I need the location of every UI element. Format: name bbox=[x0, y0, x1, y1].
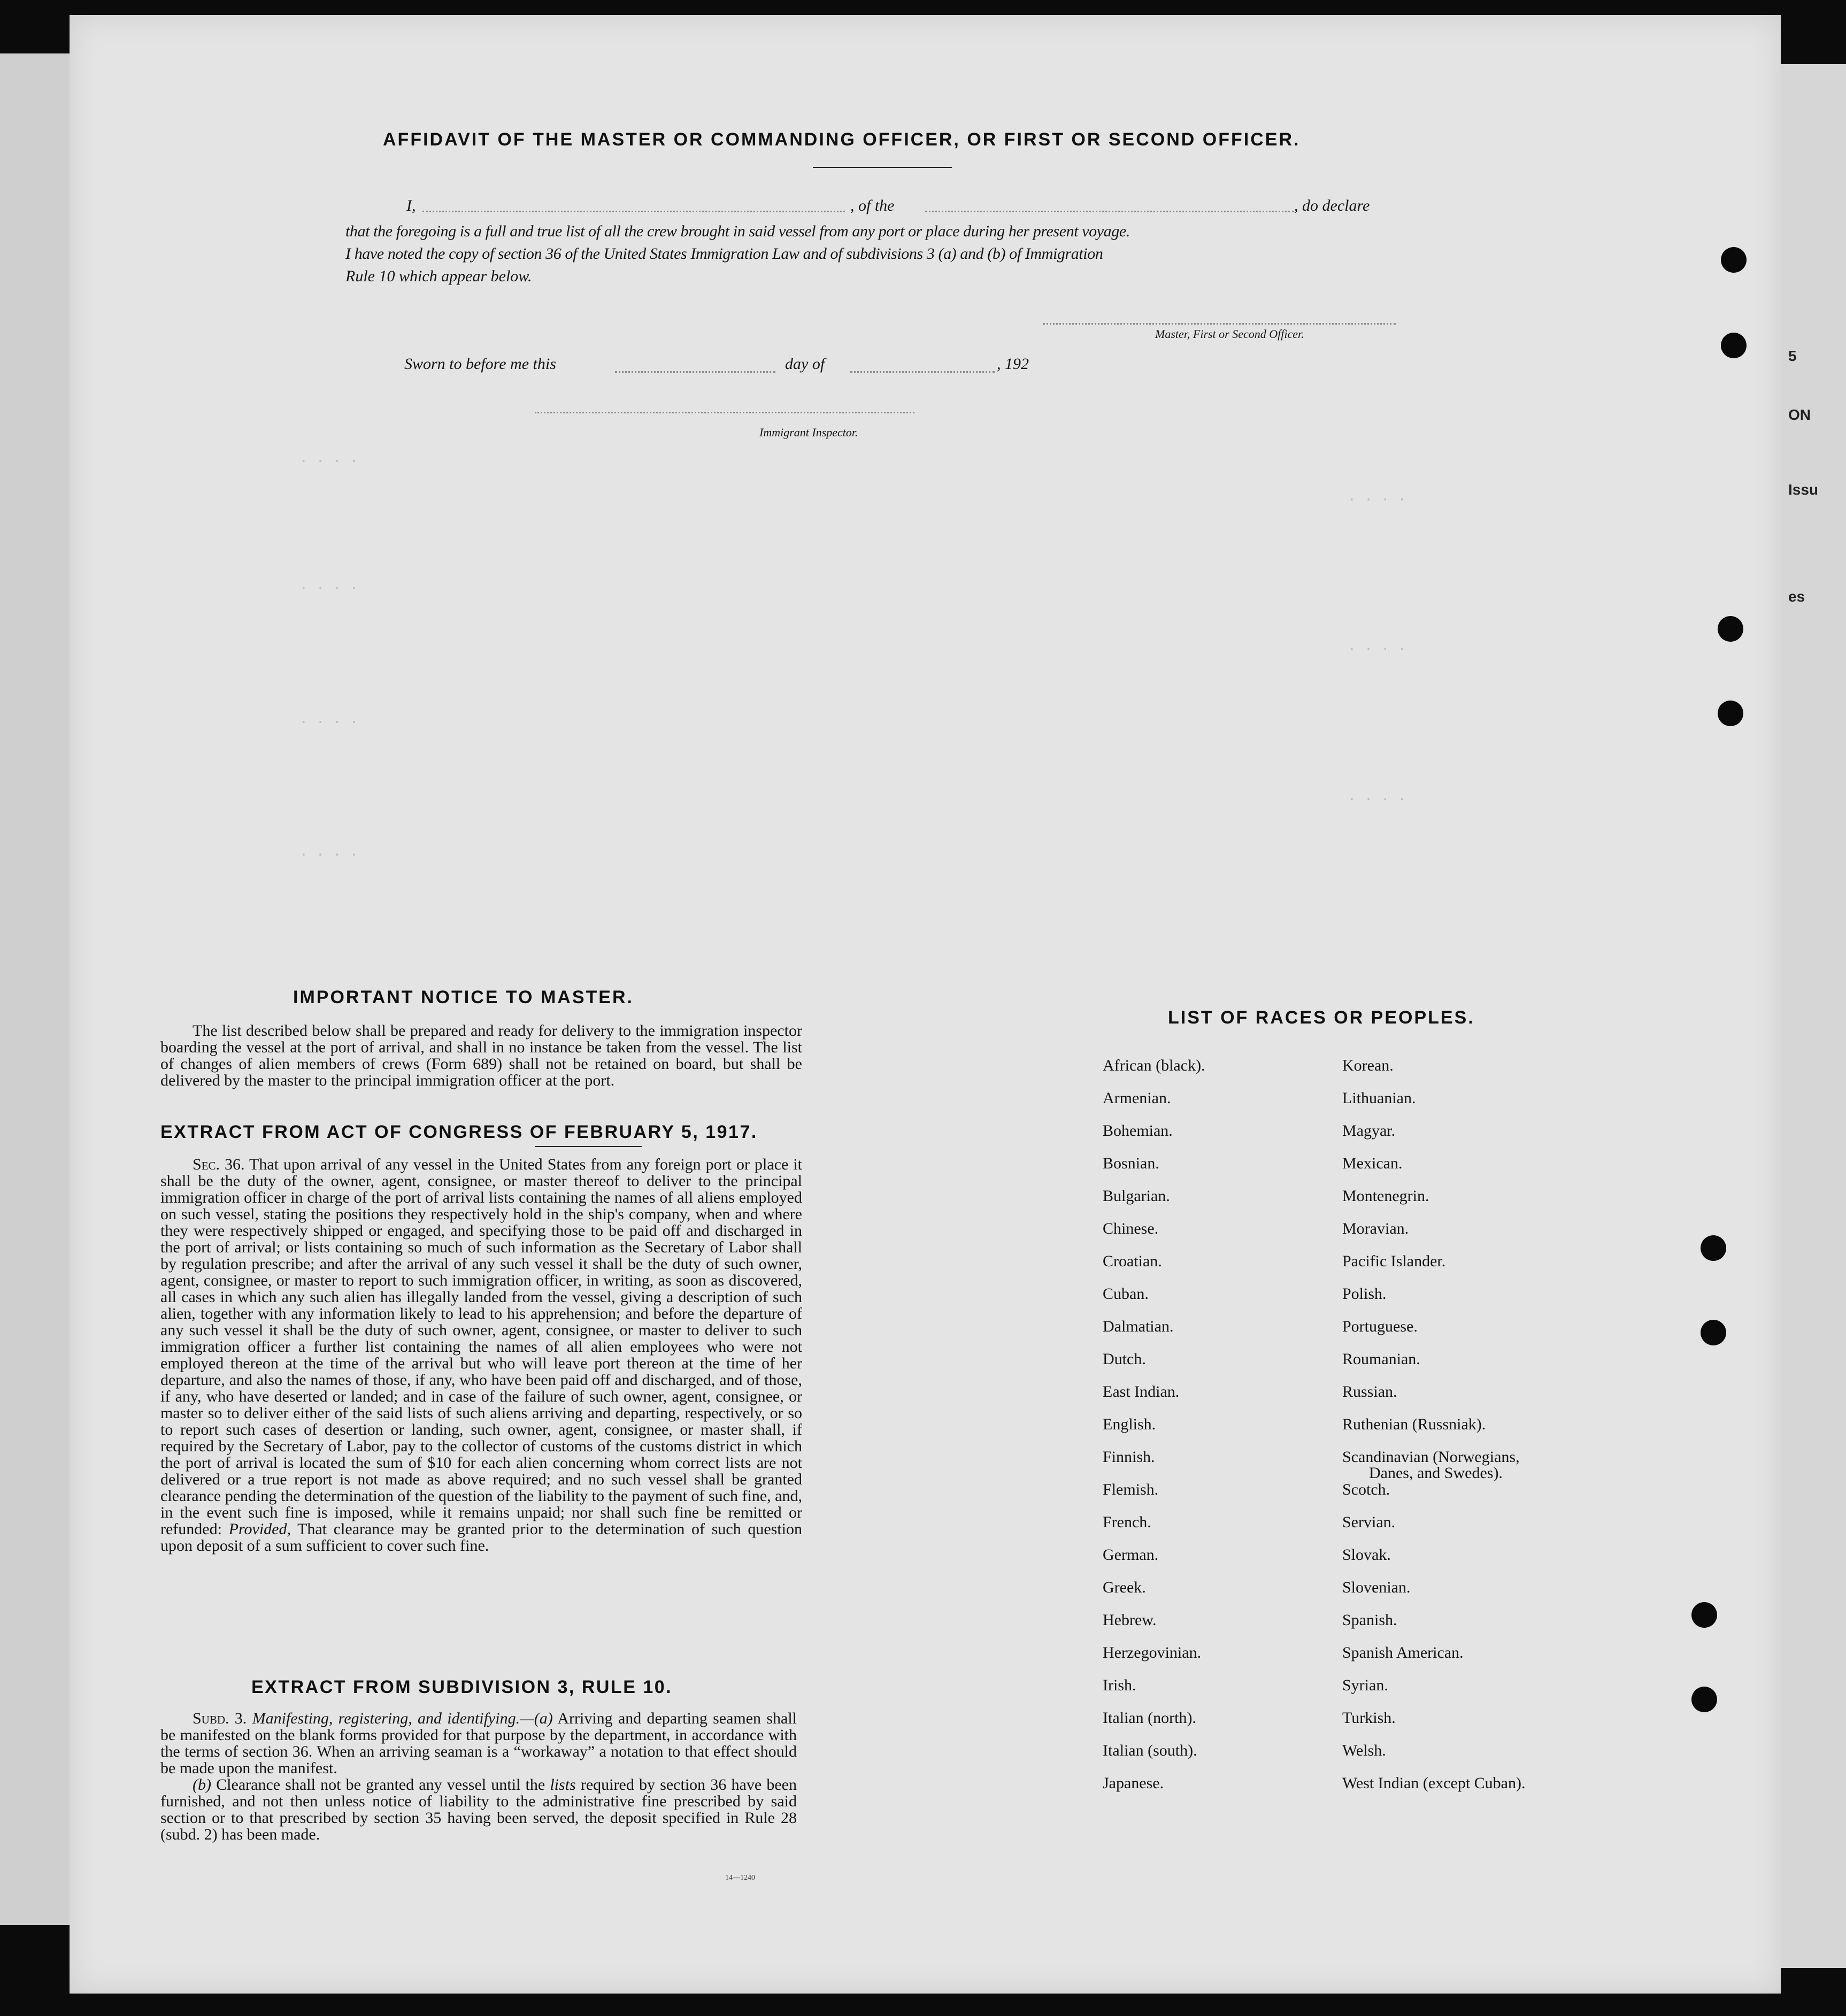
master-signature-caption: Master, First or Second Officer. bbox=[1155, 327, 1304, 341]
race-item: Roumanian. bbox=[1342, 1350, 1420, 1368]
act-body bbox=[160, 1156, 802, 1554]
b-label: (b) bbox=[193, 1776, 211, 1794]
race-item: Lithuanian. bbox=[1342, 1089, 1416, 1107]
punch-hole bbox=[1691, 1602, 1717, 1628]
bleed-through-mark: · · · · bbox=[1348, 642, 1406, 658]
punch-hole bbox=[1721, 247, 1747, 273]
race-item: Bulgarian. bbox=[1103, 1187, 1170, 1205]
edge-fragment: Issu bbox=[1788, 481, 1819, 498]
affidavit-declare: , do declare bbox=[1294, 197, 1370, 214]
race-item: Chinese. bbox=[1103, 1220, 1159, 1237]
sworn-day-blank bbox=[615, 371, 775, 373]
divider bbox=[813, 167, 952, 168]
race-item: East Indian. bbox=[1103, 1383, 1180, 1401]
race-item: Scotch. bbox=[1342, 1481, 1390, 1498]
notice-paragraph: The list described below shall be prepared and ready for delivery to the immigration inspector boarding the vessel at the port of arrival, and shall in no instance be taken from the vessel. The list of changes of alien members of crews (Form 689) shall not be retained on board, but shall be delivered by the master to the principal immigration officer at the port. bbox=[160, 1022, 802, 1089]
form-number: 14—1240 bbox=[725, 1874, 755, 1882]
bleed-through-mark: · · · · bbox=[299, 453, 358, 470]
sworn-year: , 192 bbox=[997, 355, 1029, 373]
race-item: African (black). bbox=[1103, 1057, 1205, 1074]
race-item: Hebrew. bbox=[1103, 1611, 1157, 1629]
act-paragraph bbox=[160, 1156, 802, 1554]
race-item: Ruthenian (Russniak). bbox=[1342, 1415, 1486, 1433]
race-item: German. bbox=[1103, 1546, 1159, 1564]
race-item: Italian (north). bbox=[1103, 1709, 1196, 1727]
bleed-through-mark: · · · · bbox=[299, 581, 358, 597]
bleed-through-mark: · · · · bbox=[299, 847, 358, 863]
affidavit-of-the: , of the bbox=[850, 197, 895, 214]
race-item: Armenian. bbox=[1103, 1089, 1171, 1107]
race-item: Servian. bbox=[1342, 1513, 1396, 1531]
rule-a-text: Arriving and departing seamen shall be manifested on the blank forms provided for that purpose by the department, in accordance with the terms of section 36. When an arriving seaman is a “workaway” a notation to that effect should be made upon the manifest. bbox=[160, 1710, 797, 1777]
race-item: Herzegovinian. bbox=[1103, 1644, 1202, 1661]
rule-b-text-1: Clearance shall not be granted any vessel until the bbox=[216, 1776, 545, 1794]
punch-hole bbox=[1701, 1320, 1726, 1345]
punch-hole bbox=[1718, 701, 1743, 726]
race-item: Spanish American. bbox=[1342, 1644, 1464, 1661]
race-item: Finnish. bbox=[1103, 1448, 1155, 1466]
race-item: Irish. bbox=[1103, 1676, 1136, 1694]
act-text: That upon arrival of any vessel in the United States from any foreign port or place it shall be the duty of the owner, agent, consignee, or master thereof to deliver to the principal immigration officer in charge of the port of arrival lists containing the names of all aliens employed on such vessel, stating the positions they respectively hold in the ship's company, when and where they were respectively shipped or engaged, and specifying those to be paid off and discharged in the port of arrival; or lists containing so much of such information as the Secretary of Labor shall by regulation prescribe; and after the arrival of any such vessel it shall be the duty of such owner, agent, consignee, or master to report to such immigration officer, in writing, as soon as discovered, all cases in which any such alien has illegally landed from the vessel, giving a description of such alien, together with any information likely to lead to his apprehension; and before the departure of any such vessel it shall be the duty of such owner, agent, consignee, or master to deliver to such immigration officer a further list containing the names of all alien employees who were not employed thereon at the time of the arrival but who will leave port thereon at the time of her departure, and also the names of those, if any, who have been paid off and discharged, and of those, if any, who have deserted or landed; and in case of the failure of such owner, agent, consignee, or master so to deliver either of the said lists of such aliens arriving and departing, respectively, or so to report such cases of desertion or landing, such owner, agent, consignee, or master shall, if required by the Secretary of Labor, pay to the collector of customs of the customs district in which the port of arrival is located the sum of $10 for each alien concerning whom correct lists are not delivered or a true report is not made as above required; and no such vessel shall be granted clearance pending the determination of the question of the liability to the payment of such fine, and, in the event such fine is imposed, while it remains unpaid; nor shall such fine be remitted or refunded: bbox=[160, 1156, 802, 1538]
rule-title: EXTRACT FROM SUBDIVISION 3, RULE 10. bbox=[251, 1677, 673, 1697]
affidavit-title: AFFIDAVIT OF THE MASTER OR COMMANDING OFFICER, OR FIRST OR SECOND OFFICER. bbox=[383, 129, 1301, 150]
rule-paragraph-a bbox=[160, 1710, 797, 1776]
race-item: English. bbox=[1103, 1415, 1156, 1433]
notice-body bbox=[160, 1022, 802, 1089]
act-title-underline bbox=[535, 1146, 642, 1147]
bleed-through-mark: · · · · bbox=[1348, 492, 1406, 508]
race-item: Russian. bbox=[1342, 1383, 1397, 1401]
race-item: Scandinavian (Norwegians, Danes, and Swedes). bbox=[1342, 1448, 1520, 1482]
race-item: Cuban. bbox=[1103, 1285, 1149, 1303]
race-item: Slovenian. bbox=[1342, 1579, 1411, 1596]
notice-title: IMPORTANT NOTICE TO MASTER. bbox=[293, 987, 634, 1007]
sworn-day-of: day of bbox=[785, 355, 825, 373]
subd-label: Subd. 3. bbox=[193, 1710, 247, 1727]
affidavit-line-3: I have noted the copy of section 36 of the United States Immigration Law and of subdivisions 3 (a) and (b) of Immigration bbox=[345, 245, 1103, 263]
affidavit-i: I, bbox=[406, 197, 416, 214]
punch-hole bbox=[1718, 616, 1743, 642]
provided-word: Provided, bbox=[228, 1520, 291, 1538]
act-title: EXTRACT FROM ACT OF CONGRESS OF FEBRUARY 5, 1917. bbox=[160, 1122, 758, 1142]
edge-fragment: es bbox=[1788, 588, 1805, 605]
vessel-blank bbox=[925, 211, 1294, 212]
race-item: Portuguese. bbox=[1342, 1318, 1418, 1335]
affidavit-line-4: Rule 10 which appear below. bbox=[345, 267, 532, 285]
races-title: LIST OF RACES OR PEOPLES. bbox=[1168, 1007, 1475, 1028]
race-item: Syrian. bbox=[1342, 1676, 1388, 1694]
race-item: Polish. bbox=[1342, 1285, 1387, 1303]
bleed-through-mark: · · · · bbox=[299, 714, 358, 730]
race-item: Pacific Islander. bbox=[1342, 1252, 1446, 1270]
race-item: Dutch. bbox=[1103, 1350, 1146, 1368]
master-signature-line bbox=[1043, 323, 1396, 325]
race-item: Slovak. bbox=[1342, 1546, 1391, 1564]
inspector-signature-line bbox=[535, 412, 914, 413]
rule-paragraph-b bbox=[160, 1776, 797, 1843]
race-item: Flemish. bbox=[1103, 1481, 1159, 1498]
rule-b-text-2: required by section 36 have been furnished, and not then unless notice of liability to the administrative fine prescribed by said section or to that prescribed by section 35 having been served, the deposit specified in Rule 28 (subd. 2) has been made. bbox=[160, 1776, 797, 1843]
edge-fragment: 5 bbox=[1788, 348, 1797, 364]
sworn-month-blank bbox=[850, 371, 995, 373]
edge-fragment: ON bbox=[1788, 406, 1811, 423]
act-text-end: That clearance may be granted prior to the determination of such question upon deposit of a sum sufficient to cover such fine. bbox=[160, 1520, 803, 1555]
race-item: Bosnian. bbox=[1103, 1155, 1159, 1172]
bleed-through-mark: · · · · bbox=[1348, 791, 1406, 807]
section-label: Sec. 36. bbox=[193, 1156, 245, 1173]
punch-hole bbox=[1691, 1687, 1717, 1712]
race-item: Welsh. bbox=[1342, 1742, 1386, 1759]
a-label: (a) bbox=[534, 1710, 553, 1727]
race-item: Mexican. bbox=[1342, 1155, 1403, 1172]
race-item: Croatian. bbox=[1103, 1252, 1162, 1270]
race-item: Bohemian. bbox=[1103, 1122, 1173, 1140]
race-item: Dalmatian. bbox=[1103, 1318, 1174, 1335]
race-item: French. bbox=[1103, 1513, 1151, 1531]
race-item: Korean. bbox=[1342, 1057, 1394, 1074]
punch-hole bbox=[1701, 1235, 1726, 1261]
race-item: Turkish. bbox=[1342, 1709, 1396, 1727]
rule-body bbox=[160, 1710, 797, 1843]
rule-b-lists: lists bbox=[550, 1776, 576, 1794]
race-item: Greek. bbox=[1103, 1579, 1146, 1596]
subd-heading: Manifesting, registering, and identifying.— bbox=[252, 1710, 534, 1727]
affidavit-line-2: that the foregoing is a full and true list of all the crew brought in said vessel from any port or place during her present voyage. bbox=[345, 222, 1130, 240]
race-item: Magyar. bbox=[1342, 1122, 1396, 1140]
race-item: Italian (south). bbox=[1103, 1742, 1197, 1759]
race-item: Spanish. bbox=[1342, 1611, 1397, 1629]
race-item: Montenegrin. bbox=[1342, 1187, 1429, 1205]
races-column-1 bbox=[1103, 1058, 1205, 1808]
races-column-2 bbox=[1342, 1058, 1525, 1808]
name-blank bbox=[422, 211, 845, 212]
race-item: Japanese. bbox=[1103, 1774, 1164, 1792]
punch-hole bbox=[1721, 333, 1747, 358]
race-item: West Indian (except Cuban). bbox=[1342, 1774, 1526, 1792]
inspector-caption: Immigrant Inspector. bbox=[759, 426, 858, 439]
sworn-prefix: Sworn to before me this bbox=[404, 355, 556, 373]
race-item: Moravian. bbox=[1342, 1220, 1409, 1237]
